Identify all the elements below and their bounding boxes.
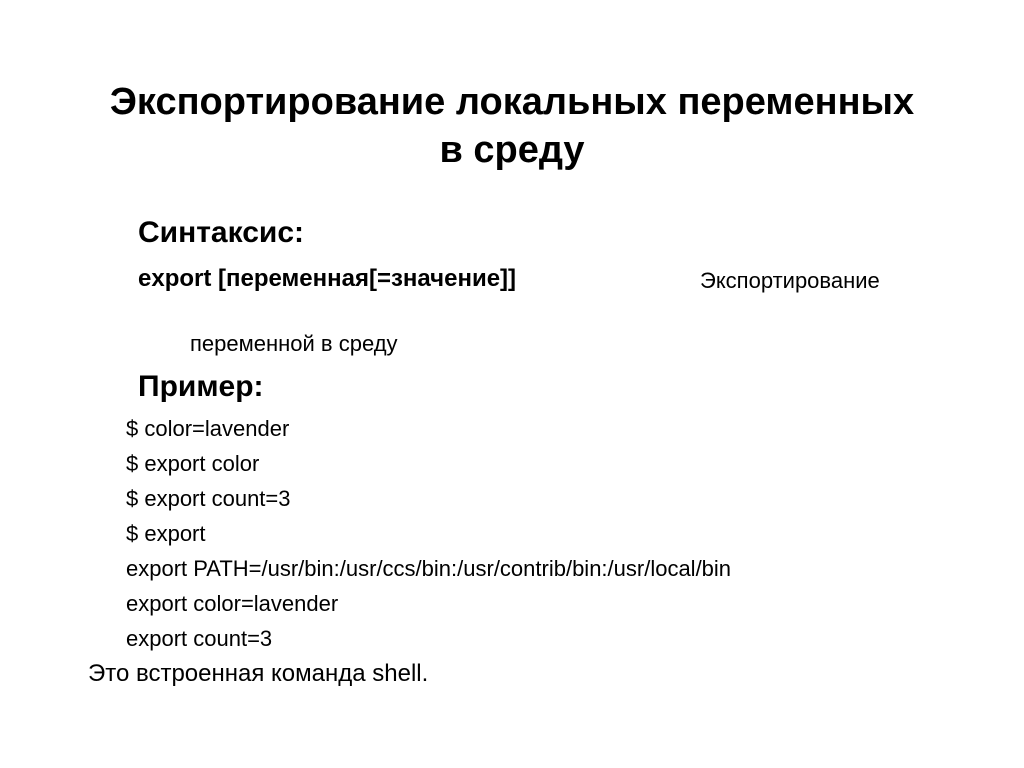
example-line: export color=lavender (126, 591, 339, 616)
syntax-description-part-2: переменной в среду (190, 331, 398, 356)
example-line: $ export color (126, 451, 260, 476)
example-line: export count=3 (126, 626, 273, 651)
slide-title (0, 78, 1024, 174)
example-line: export PATH=/usr/bin:/usr/ccs/bin:/usr/contrib/bin:/usr/local/bin (126, 556, 732, 581)
syntax-command: export [переменная[=значение]] (138, 265, 517, 292)
syntax-description-part-1: Экспортирование (700, 268, 880, 293)
builtin-command-note: Это встроенная команда shell. (88, 660, 429, 687)
slide-title-line-1: Экспортирование локальных переменных (109, 81, 915, 123)
syntax-heading: Синтаксис: (138, 216, 305, 249)
example-heading: Пример: (138, 370, 264, 403)
example-line: $ color=lavender (126, 416, 290, 441)
slide-title-line-2: в среду (439, 129, 585, 171)
example-line: $ export (126, 521, 206, 546)
example-line: $ export count=3 (126, 486, 291, 511)
example-code-lines (126, 414, 731, 659)
